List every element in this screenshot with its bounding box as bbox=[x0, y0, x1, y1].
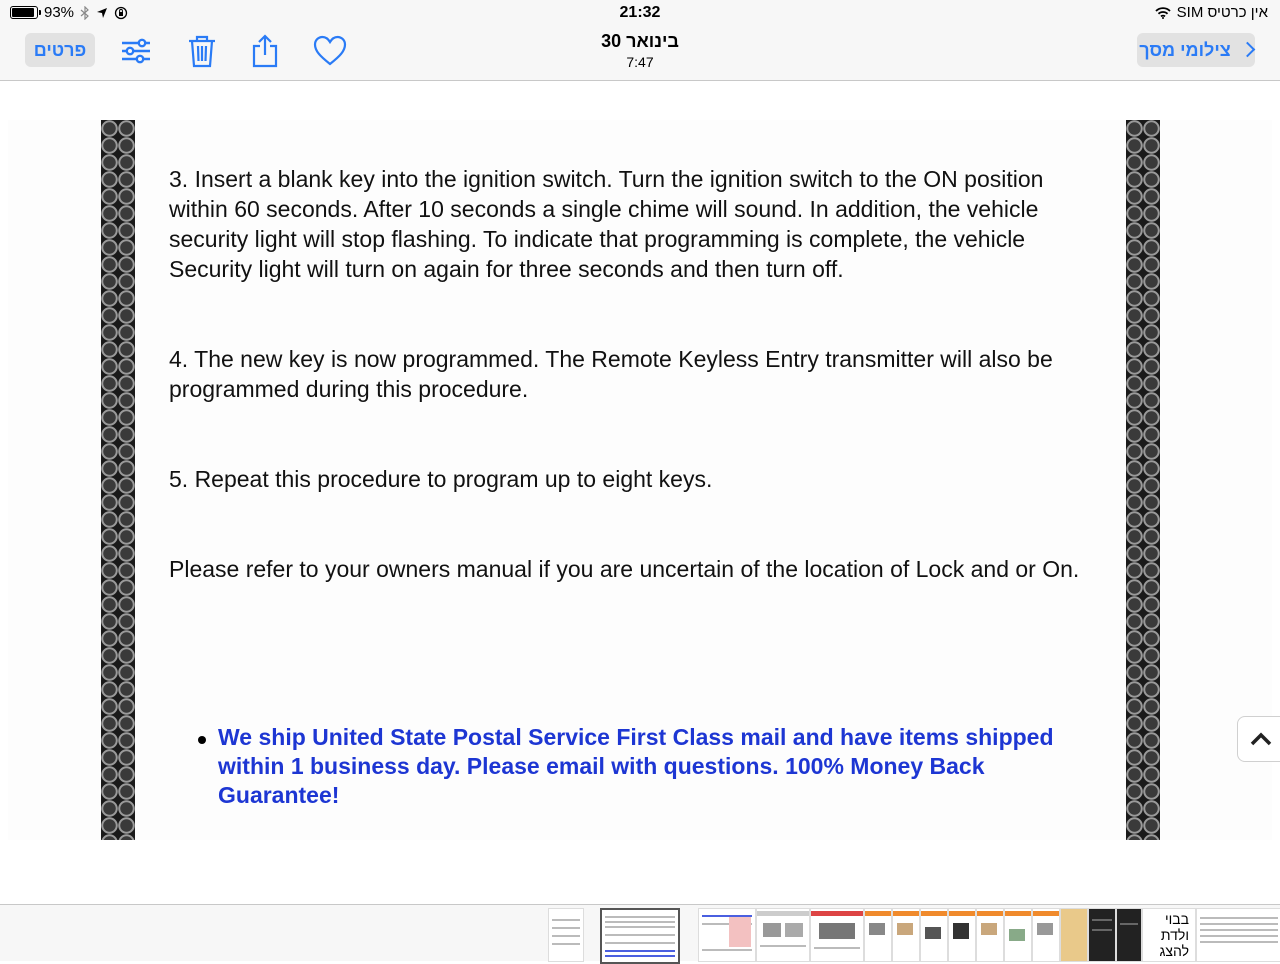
thumbnail[interactable] bbox=[864, 908, 892, 962]
thumbnail[interactable] bbox=[1032, 908, 1060, 962]
shipping-text: We ship United State Postal Service First Class mail and have items shipped within 1 business day. Please email with questions. 100% Money Back Guarantee! bbox=[218, 724, 1054, 808]
thumbnail[interactable] bbox=[810, 908, 864, 962]
thumbnail[interactable] bbox=[1196, 908, 1280, 962]
carrier-text: אין כרטיס SIM bbox=[1176, 4, 1268, 21]
paragraph-note: Please refer to your owners manual if you are uncertain of the location of Lock and or On. bbox=[169, 556, 1080, 582]
thumbnail[interactable] bbox=[1004, 908, 1032, 962]
clock: 21:32 bbox=[619, 4, 661, 21]
capture-time: 7:47 bbox=[626, 54, 654, 70]
thumbnail[interactable] bbox=[920, 908, 948, 962]
bullet-icon bbox=[198, 736, 206, 744]
chevron-up-icon bbox=[1238, 717, 1280, 761]
scroll-to-top-button[interactable] bbox=[1237, 716, 1280, 762]
thumbnail[interactable] bbox=[756, 908, 810, 962]
capture-date: 30 בינואר bbox=[601, 31, 679, 51]
thumbnail[interactable] bbox=[1088, 908, 1116, 962]
thumbnail[interactable] bbox=[948, 908, 976, 962]
chevron-right-icon bbox=[1239, 42, 1255, 58]
thumbnail[interactable] bbox=[1116, 908, 1142, 962]
paragraph-step-3: 3. Insert a blank key into the ignition switch. Turn the ignition switch to the ON position within 60 seconds. After 10 seconds a single chime will sound. In addition, the vehicle security light will stop flashing. To indicate that programming is complete, the vehicle Security light will turn on again for three seconds and then turn off. bbox=[169, 166, 1044, 282]
wifi-icon bbox=[1155, 7, 1171, 19]
thumbnail[interactable] bbox=[548, 908, 584, 962]
shipping-bullet bbox=[198, 723, 1078, 810]
toolbar-title bbox=[0, 31, 1280, 70]
battery-percent: 93% bbox=[44, 4, 75, 21]
thumbnail[interactable] bbox=[1142, 908, 1196, 962]
thumbnail[interactable] bbox=[976, 908, 1004, 962]
decorative-border-left bbox=[101, 120, 135, 840]
thumbnail[interactable] bbox=[892, 908, 920, 962]
paragraph-step-4: 4. The new key is now programmed. The Remote Keyless Entry transmitter will also be programmed during this procedure. bbox=[169, 346, 1053, 402]
details-button[interactable]: פרטים bbox=[25, 33, 95, 67]
screenshot-image bbox=[8, 120, 1272, 840]
screenshots-back-button[interactable] bbox=[1137, 33, 1255, 67]
decorative-border-right bbox=[1126, 120, 1160, 840]
thumbnail-current[interactable] bbox=[600, 908, 680, 964]
thumbnail-strip[interactable] bbox=[0, 904, 1280, 961]
paragraph-step-5: 5. Repeat this procedure to program up to eight keys. bbox=[169, 466, 713, 492]
toolbar bbox=[0, 26, 1280, 81]
thumbnail[interactable] bbox=[1060, 908, 1088, 962]
instructions-text bbox=[169, 164, 1099, 644]
screenshots-label: צילומי מסך bbox=[1139, 40, 1231, 60]
status-bar bbox=[0, 0, 1280, 26]
thumbnail[interactable] bbox=[698, 908, 756, 962]
thumbnail-text: בבוי ולדת להצג bbox=[1159, 911, 1189, 959]
